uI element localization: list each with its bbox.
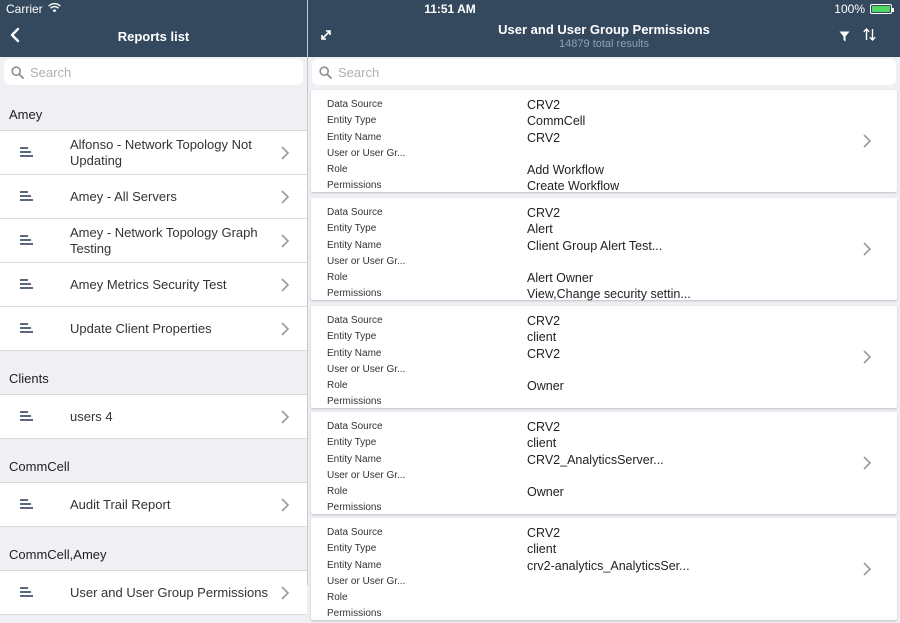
search-icon — [312, 66, 338, 79]
chevron-right-icon — [281, 190, 289, 209]
value-user-group — [527, 574, 690, 590]
label-role: Role — [327, 164, 348, 176]
label-permissions: Permissions — [327, 608, 382, 620]
section-header-commcell-amey: CommCell,Amey — [0, 527, 307, 571]
report-item[interactable] — [0, 175, 307, 219]
report-icon — [0, 188, 70, 206]
value-entity-name: CRV2_AnalyticsServer... — [527, 452, 664, 467]
report-item[interactable] — [0, 571, 307, 615]
report-label: User and User Group Permissions — [70, 584, 268, 600]
label-user-group: User or User Gr... — [327, 469, 406, 481]
sort-button[interactable] — [863, 28, 876, 46]
report-icon — [0, 320, 70, 338]
field-labels — [327, 97, 405, 195]
label-role: Role — [327, 486, 348, 498]
label-data-source: Data Source — [327, 99, 383, 110]
label-entity-name: Entity Name — [327, 131, 382, 143]
label-entity-type: Entity Type — [327, 115, 377, 127]
value-role: Owner — [527, 379, 564, 394]
value-permissions: Create Workflow — [527, 179, 620, 194]
field-labels — [327, 419, 405, 517]
right-search-input[interactable] — [338, 65, 896, 80]
label-entity-type: Entity Type — [327, 331, 377, 343]
value-entity-name: CRV2 — [527, 130, 561, 145]
chevron-right-icon — [281, 234, 289, 253]
label-user-group: User or User Gr... — [327, 575, 406, 587]
label-user-group: User or User Gr... — [327, 147, 406, 159]
field-labels — [327, 525, 405, 623]
chevron-right-icon — [863, 350, 871, 369]
label-entity-name: Entity Name — [327, 347, 382, 359]
chevron-right-icon — [281, 278, 289, 297]
label-role: Role — [327, 592, 348, 604]
chevron-right-icon — [281, 410, 289, 429]
value-entity-name: crv2-analytics_AnalyticsSer... — [527, 558, 690, 573]
left-panel-title: Reports list — [117, 29, 190, 44]
value-entity-name: CRV2 — [527, 346, 561, 361]
label-permissions: Permissions — [327, 396, 382, 408]
result-card[interactable] — [311, 306, 897, 408]
chevron-right-icon — [863, 134, 871, 153]
label-entity-name: Entity Name — [327, 559, 382, 571]
total-results: 14879 total results — [559, 38, 649, 50]
field-labels — [327, 313, 405, 411]
value-role: Alert Owner — [527, 271, 593, 286]
value-role — [527, 590, 690, 606]
result-card[interactable] — [311, 412, 897, 514]
filter-icon — [839, 31, 850, 42]
results-list — [308, 87, 900, 620]
value-data-source: CRV2 — [527, 420, 561, 434]
label-user-group: User or User Gr... — [327, 363, 406, 375]
value-entity-type: client — [527, 330, 557, 345]
chevron-right-icon — [281, 322, 289, 341]
left-search-input[interactable] — [30, 65, 303, 80]
report-icon — [0, 276, 70, 294]
report-label: Alfonso - Network Topology Not Updating — [70, 136, 252, 168]
value-user-group — [527, 468, 664, 484]
report-label: Amey - Network Topology Graph Testing — [70, 224, 258, 256]
label-role: Role — [327, 272, 348, 284]
value-user-group — [527, 254, 691, 270]
report-icon — [0, 232, 70, 250]
value-role: Owner — [527, 485, 564, 500]
report-item[interactable] — [0, 307, 307, 351]
value-entity-type: Alert — [527, 222, 553, 237]
label-data-source: Data Source — [327, 421, 383, 432]
label-data-source: Data Source — [327, 315, 383, 326]
field-values — [527, 419, 664, 517]
status-time: 11:51 AM — [424, 2, 476, 16]
value-role: Add Workflow — [527, 163, 604, 178]
value-permissions: View,Change security settin... — [527, 287, 691, 302]
field-values — [527, 525, 690, 623]
report-label: Amey - All Servers — [70, 188, 177, 204]
value-permissions — [527, 394, 564, 410]
value-data-source: CRV2 — [527, 314, 561, 328]
report-item[interactable] — [0, 395, 307, 439]
report-label: Update Client Properties — [70, 320, 212, 336]
report-title: User and User Group Permissions — [498, 22, 710, 37]
report-item[interactable] — [0, 263, 307, 307]
reports-list-panel — [0, 0, 307, 600]
chevron-right-icon — [863, 562, 871, 581]
report-icon — [0, 496, 70, 514]
result-card[interactable] — [311, 90, 897, 192]
search-icon — [4, 66, 30, 79]
report-icon — [0, 408, 70, 426]
report-label: Amey Metrics Security Test — [70, 276, 227, 292]
label-data-source: Data Source — [327, 527, 383, 538]
value-data-source: CRV2 — [527, 206, 561, 220]
right-search-bar — [308, 57, 900, 87]
field-values — [527, 313, 564, 411]
section-header-commcell: CommCell — [0, 439, 307, 483]
label-entity-name: Entity Name — [327, 239, 382, 251]
result-card[interactable] — [311, 198, 897, 300]
carrier-label: Carrier — [6, 2, 43, 16]
report-item[interactable] — [0, 483, 307, 527]
label-data-source: Data Source — [327, 207, 383, 218]
result-card[interactable] — [311, 518, 897, 620]
value-permissions — [527, 606, 690, 622]
field-values — [527, 205, 691, 303]
report-label: users 4 — [70, 408, 113, 424]
value-entity-type: client — [527, 436, 557, 451]
value-user-group — [527, 362, 564, 378]
section-header-amey: Amey — [0, 87, 307, 131]
value-permissions — [527, 500, 664, 516]
label-permissions: Permissions — [327, 288, 382, 300]
filter-button[interactable] — [839, 29, 850, 47]
battery-percent: 100% — [834, 2, 865, 16]
value-entity-name: Client Group Alert Test... — [527, 238, 663, 253]
value-entity-type: CommCell — [527, 114, 586, 129]
label-entity-name: Entity Name — [327, 453, 382, 465]
value-data-source: CRV2 — [527, 526, 561, 540]
report-label: Audit Trail Report — [70, 496, 171, 512]
chevron-right-icon — [281, 586, 289, 605]
label-role: Role — [327, 380, 348, 392]
left-nav-bar — [0, 18, 307, 57]
chevron-right-icon — [863, 456, 871, 475]
left-search-bar — [0, 57, 307, 87]
value-user-group — [527, 146, 619, 162]
report-item[interactable] — [0, 131, 307, 175]
right-search-box[interactable] — [312, 59, 896, 85]
label-entity-type: Entity Type — [327, 223, 377, 235]
report-list — [0, 87, 307, 615]
section-header-clients: Clients — [0, 351, 307, 395]
chevron-right-icon — [281, 498, 289, 517]
sort-icon — [863, 28, 876, 41]
chevron-right-icon — [281, 146, 289, 165]
report-icon — [0, 584, 70, 602]
field-values — [527, 97, 619, 195]
left-search-box[interactable] — [4, 59, 303, 85]
battery-icon — [870, 4, 892, 14]
chevron-right-icon — [863, 242, 871, 261]
field-labels — [327, 205, 405, 303]
report-icon — [0, 144, 70, 162]
label-permissions: Permissions — [327, 180, 382, 192]
value-entity-type: client — [527, 542, 557, 557]
value-data-source: CRV2 — [527, 98, 561, 112]
label-permissions: Permissions — [327, 502, 382, 514]
label-user-group: User or User Gr... — [327, 255, 406, 267]
report-item[interactable] — [0, 219, 307, 263]
label-entity-type: Entity Type — [327, 543, 377, 555]
label-entity-type: Entity Type — [327, 437, 377, 449]
right-nav-bar — [308, 18, 900, 57]
status-right — [834, 2, 892, 16]
